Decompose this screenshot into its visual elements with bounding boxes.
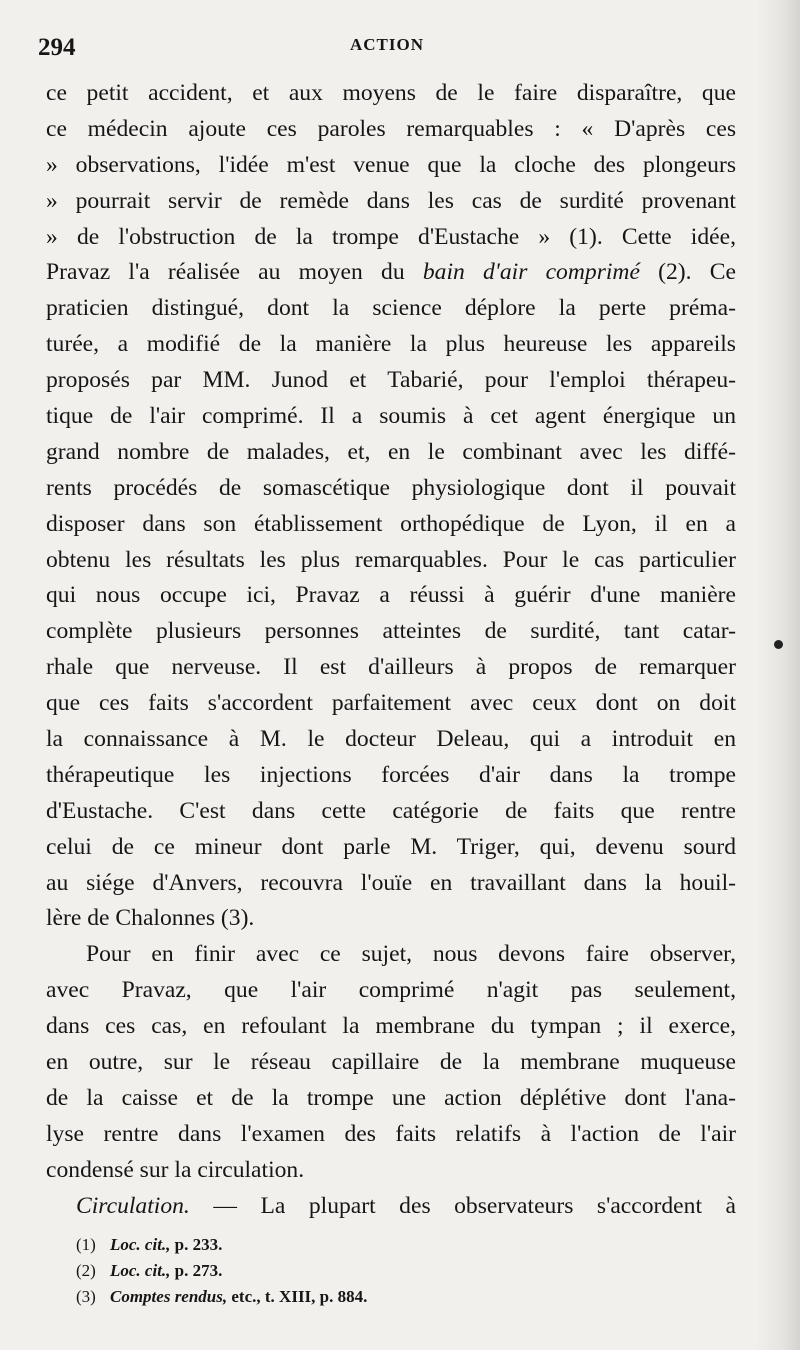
footnote-reference: p. 233. [170, 1235, 223, 1254]
footnote-reference: p. 273. [170, 1261, 223, 1280]
text-segment: qui nous occupe ici, Pravaz a réussi à guérir d'une manière [46, 582, 736, 609]
text-line [46, 255, 736, 291]
text-line [46, 794, 736, 830]
footnote [76, 1284, 716, 1310]
text-line [46, 830, 736, 866]
text-segment: de la caisse et de la trompe une action déplétive dont l'ana- [46, 1084, 736, 1111]
text-segment: rhale que nerveuse. Il est d'ailleurs à propos de remarquer [46, 654, 736, 681]
text-line [46, 614, 736, 650]
text-line [46, 471, 736, 507]
text-line [46, 578, 736, 614]
italic-segment: bain d'air comprimé [422, 259, 640, 286]
text-line [46, 327, 736, 363]
text-segment: lyse rentre dans l'examen des faits relatifs à l'action de l'air [46, 1120, 736, 1147]
text-line [46, 399, 736, 435]
text-segment: en outre, sur le réseau capillaire de la membrane muqueuse [46, 1049, 736, 1076]
text-segment: disposer dans son établissement orthopédique de Lyon, il en a [46, 510, 736, 537]
text-segment: obtenu les résultats les plus remarquables. Pour le cas particulier [46, 546, 736, 573]
text-segment: rents procédés de somascétique physiologique dont il pouvait [46, 474, 736, 501]
text-segment: » de l'obstruction de la trompe d'Eustache » (1). Cette idée, [46, 223, 736, 250]
text-segment: proposés par MM. Junod et Tabarié, pour l'emploi thérapeu- [46, 367, 736, 394]
text-line [46, 184, 736, 220]
page-number: 294 [38, 34, 76, 61]
running-head: ACTION [350, 35, 425, 54]
text-line [46, 686, 736, 722]
text-line [46, 866, 736, 902]
text-segment: que ces faits s'accordent parfaitement avec ceux dont on doit [46, 690, 736, 717]
text-segment: (2). Ce [639, 259, 736, 286]
text-segment: d'Eustache. C'est dans cette catégorie de faits que rentre [46, 797, 736, 824]
text-segment: tique de l'air comprimé. Il a soumis à cet agent énergique un [46, 403, 736, 430]
text-segment: turée, a modifié de la manière la plus heureuse les appareils [46, 331, 736, 358]
footnote-number: (3) [76, 1287, 96, 1306]
text-segment: thérapeutique les injections forcées d'air dans la trompe [46, 761, 736, 788]
text-line [46, 1153, 736, 1189]
text-segment: complète plusieurs personnes atteintes de surdité, tant catar- [46, 618, 736, 645]
text-segment: ce médecin ajoute ces paroles remarquables : « D'après ces [46, 115, 736, 142]
italic-segment: Circulation. [76, 1192, 190, 1219]
text-line [46, 1117, 736, 1153]
footnote-source: Loc. cit., [110, 1235, 171, 1254]
text-line [46, 1081, 736, 1117]
text-line [46, 722, 736, 758]
text-segment: praticien distingué, dont la science déplore la perte préma- [46, 295, 736, 322]
footnote-source: Loc. cit., [110, 1261, 171, 1280]
text-segment: ce petit accident, et aux moyens de le faire disparaître, que [46, 80, 736, 106]
text-line [46, 650, 736, 686]
text-segment: celui de ce mineur dont parle M. Triger, qui, devenu sourd [46, 833, 736, 860]
text-line [46, 543, 736, 579]
footnote [76, 1232, 716, 1258]
text-line [46, 291, 736, 327]
text-line [46, 76, 736, 112]
text-segment: grand nombre de malades, et, en le combinant avec les diffé- [46, 438, 736, 465]
footnote-source: Comptes rendus, [110, 1287, 228, 1306]
footnote-number: (2) [76, 1261, 96, 1280]
footnotes [76, 1232, 716, 1310]
text-segment: la connaissance à M. le docteur Deleau, qui a introduit en [46, 726, 736, 753]
text-segment: condensé sur la circulation. [46, 1156, 305, 1183]
text-line [46, 148, 736, 184]
footnote [76, 1258, 716, 1284]
text-segment: au siége d'Anvers, recouvra l'ouïe en travaillant dans la houil- [46, 869, 736, 896]
text-segment: Pour en finir avec ce sujet, nous devons faire observer, [86, 941, 736, 968]
text-line [46, 220, 736, 256]
text-segment: — La plupart des observateurs s'accordent à [189, 1192, 736, 1219]
page-spine-shadow [756, 0, 800, 1350]
text-line [46, 937, 736, 973]
text-line [46, 363, 736, 399]
page-header [38, 32, 758, 62]
text-line [46, 435, 736, 471]
text-segment: lère de Chalonnes (3). [46, 905, 255, 932]
text-segment: avec Pravaz, que l'air comprimé n'agit pas seulement, [46, 977, 736, 1004]
footnote-number: (1) [76, 1235, 96, 1254]
text-line [46, 112, 736, 148]
text-line [46, 758, 736, 794]
text-line [46, 507, 736, 543]
text-segment: dans ces cas, en refoulant la membrane du tympan ; il exerce, [46, 1013, 736, 1040]
text-segment: Pravaz l'a réalisée au moyen du [46, 259, 423, 286]
text-line [46, 1045, 736, 1081]
text-line [46, 1009, 736, 1045]
body-text [46, 76, 736, 1225]
ink-speck [774, 640, 783, 649]
footnote-reference: etc., t. XIII, p. 884. [227, 1287, 368, 1306]
text-segment: » observations, l'idée m'est venue que la cloche des plongeurs [46, 151, 736, 178]
text-segment: » pourrait servir de remède dans les cas de surdité provenant [46, 187, 736, 214]
text-line [46, 1189, 736, 1225]
text-line [46, 973, 736, 1009]
text-line [46, 901, 736, 937]
